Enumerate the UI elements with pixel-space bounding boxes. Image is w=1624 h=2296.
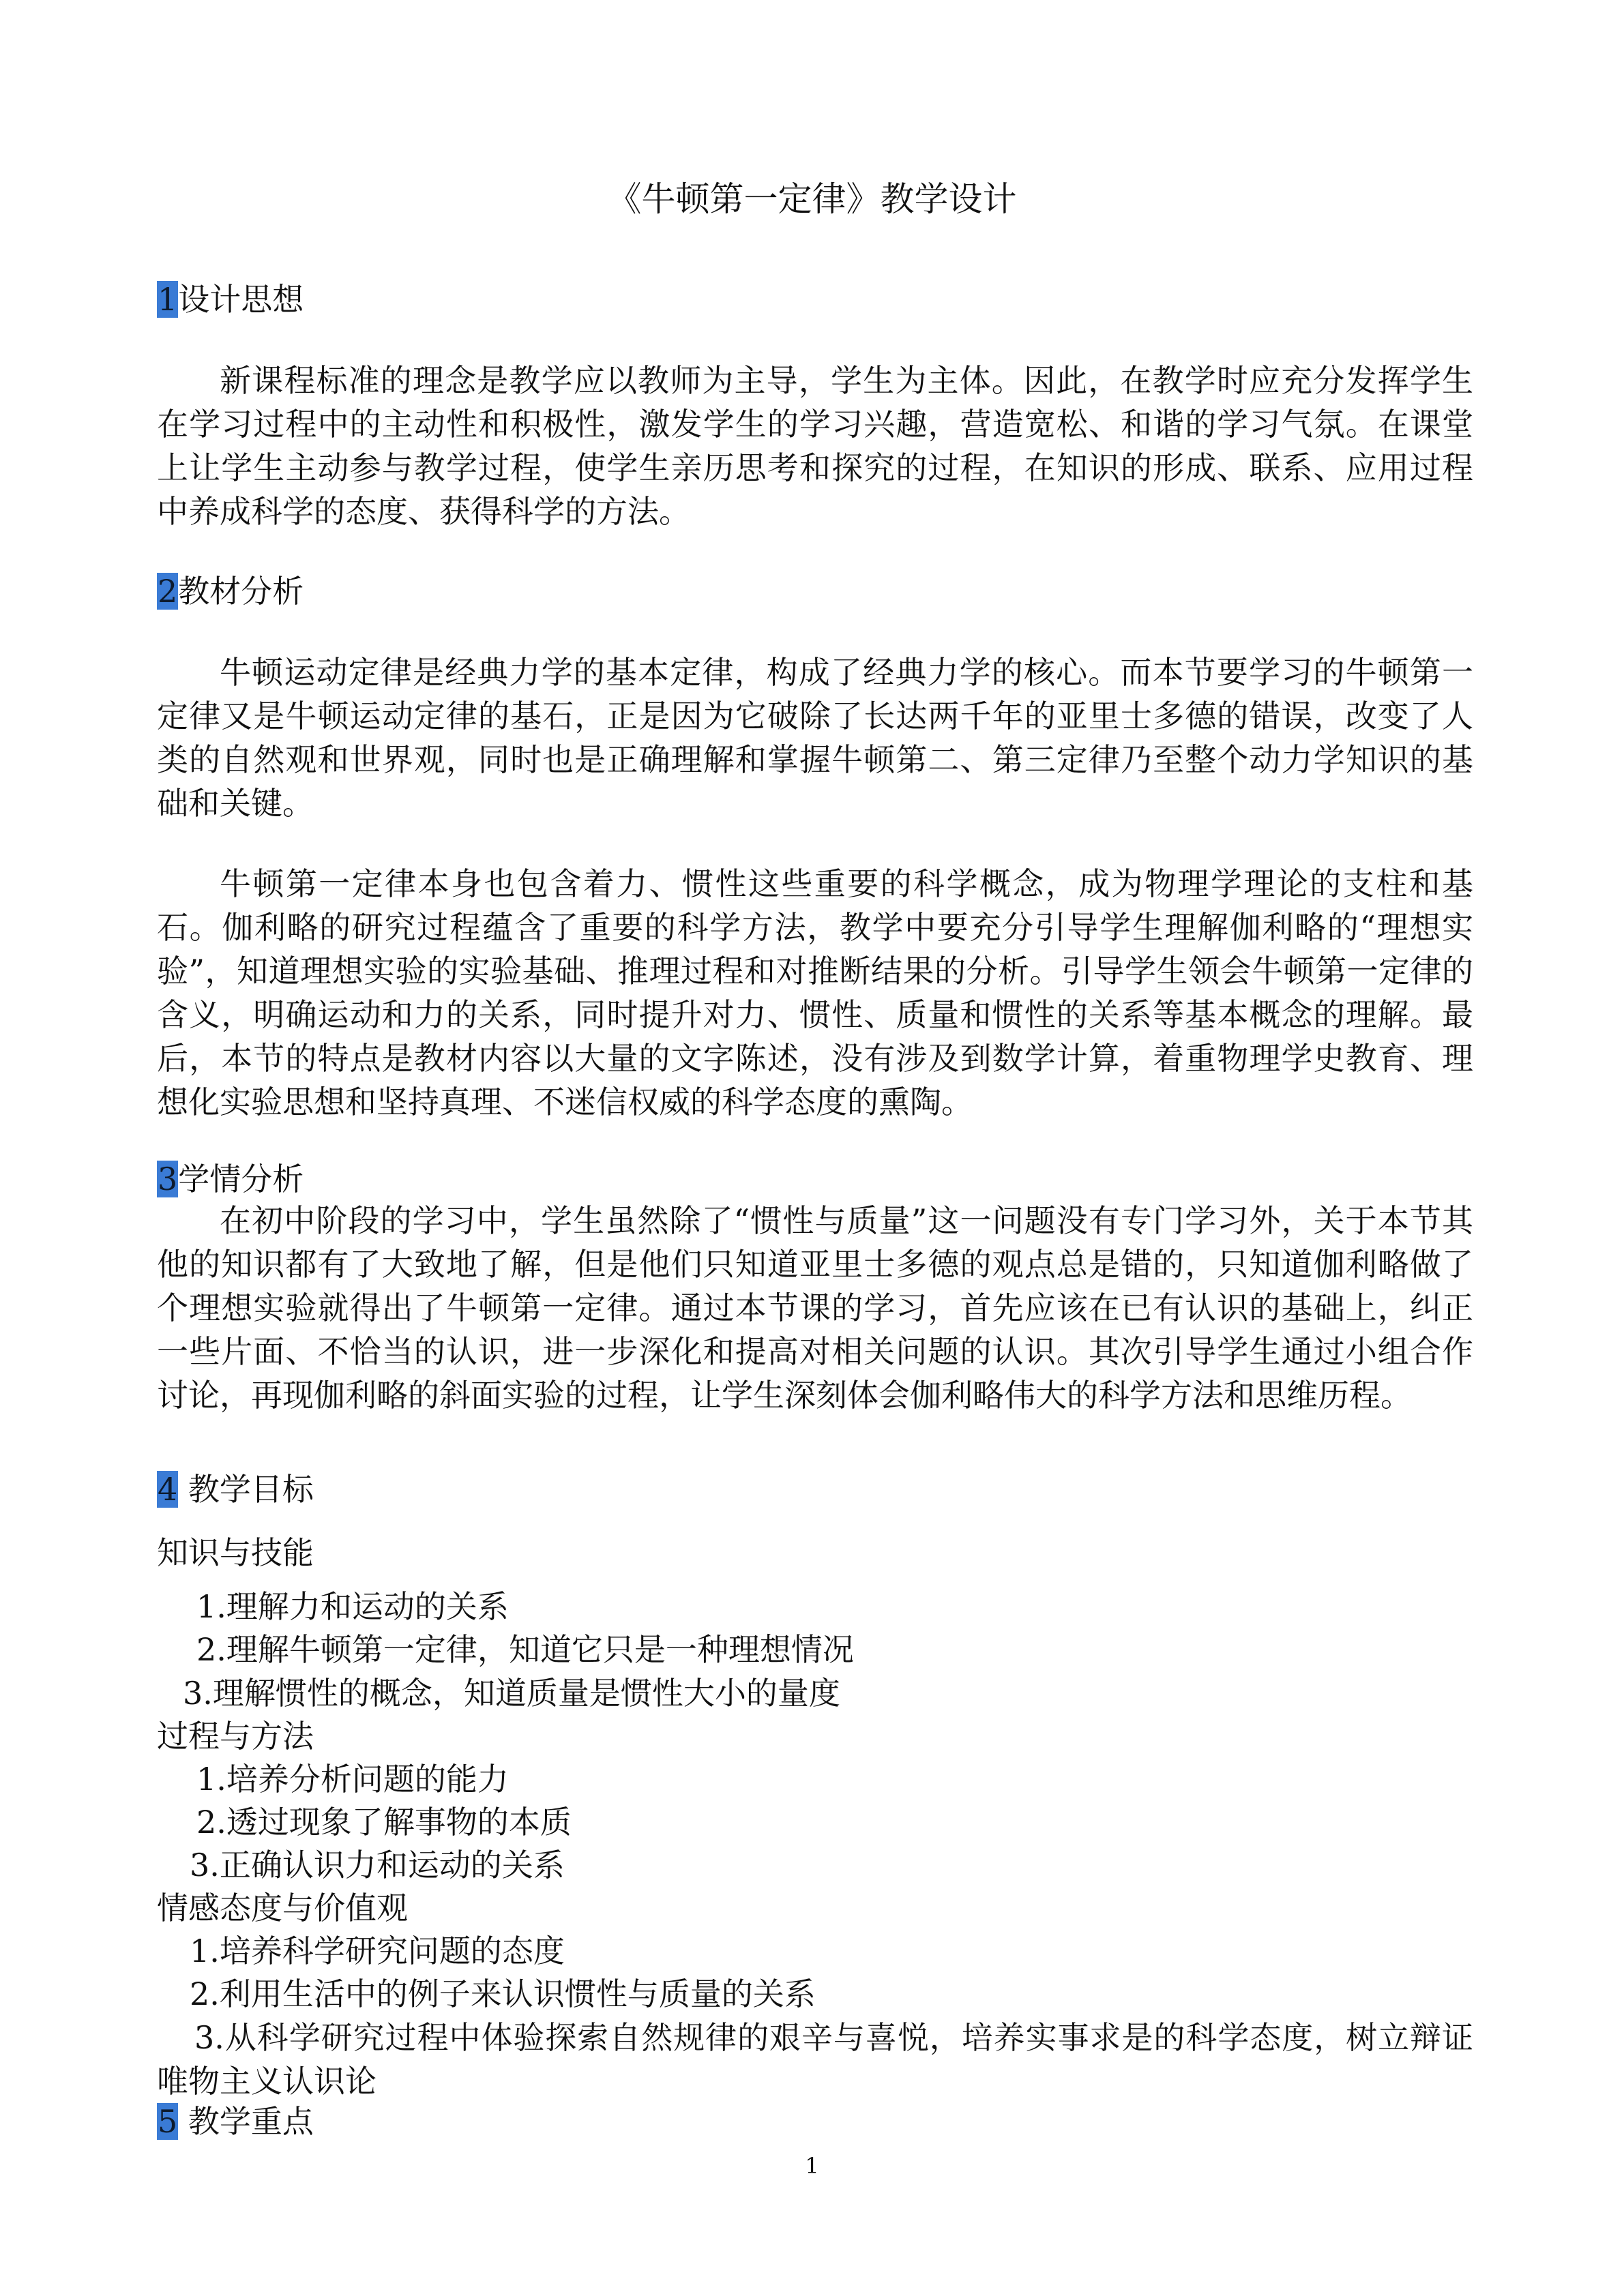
- paragraph: 新课程标准的理念是教学应以教师为主导，学生为主体。因此，在教学时应充分发挥学生在学习过程中的主动性和积极性，激发学生的学习兴趣，营造宽松、和谐的学习气氛。在课堂上让学生主动参与教学过程，使学生亲历思考和探究的过程，在知识的形成、联系、应用过程中养成科学的态度、获得科学的方法。: [157, 362, 1473, 530]
- section-heading-1: [157, 278, 304, 320]
- paragraph: 牛顿第一定律本身也包含着力、惯性这些重要的科学概念，成为物理学理论的支柱和基石。伽利略的研究过程蕴含了重要的科学方法，教学中要充分引导学生理解伽利略的“理想实验”，知道理想实验的实验基础、推理过程和对推断结果的分析。引导学生领会牛顿第一定律的含义，明确运动和力的关系，同时提升对力、惯性、质量和惯性的关系等基本概念的理解。最后，本节的特点是教材内容以大量的文字陈述，没有涉及到数学计算，着重物理学史教育、理想化实验思想和坚持真理、不迷信权威的科学态度的熏陶。: [157, 865, 1473, 1120]
- list-item: 1.培养分析问题的能力: [196, 1761, 509, 1798]
- section-title: 设计思想: [178, 281, 304, 318]
- section-number: 4: [158, 1471, 178, 1508]
- list-item: 1.理解力和运动的关系: [196, 1588, 509, 1625]
- objective-group-label: 过程与方法: [157, 1718, 314, 1755]
- page-number: 1: [805, 2153, 819, 2179]
- section-number: 3: [158, 1161, 178, 1197]
- list-item: 3.从科学研究过程中体验探索自然规律的艰辛与喜悦，培养实事求是的科学态度，树立辩证唯物主义认识论: [157, 2019, 1473, 2100]
- list-item: 1.培养科学研究问题的态度: [190, 1933, 565, 1969]
- paragraph: 牛顿运动定律是经典力学的基本定律，构成了经典力学的核心。而本节要学习的牛顿第一定律又是牛顿运动定律的基石，正是因为它破除了长达两千年的亚里士多德的错误，改变了人类的自然观和世界观，同时也是正确理解和掌握牛顿第二、第三定律乃至整个动力学知识的基础和关键。: [157, 654, 1473, 822]
- objective-group-label: 知识与技能: [157, 1534, 314, 1571]
- paragraph: 在初中阶段的学习中，学生虽然除了“惯性与质量”这一问题没有专门学习外，关于本节其他的知识都有了大致地了解，但是他们只知道亚里士多德的观点总是错的，只知道伽利略做了个理想实验就得出了牛顿第一定律。通过本节课的学习，首先应该在已有认识的基础上，纠正一些片面、不恰当的认识，进一步深化和提高对相关问题的认识。其次引导学生通过小组合作讨论，再现伽利略的斜面实验的过程，让学生深刻体会伽利略伟大的科学方法和思维历程。: [157, 1202, 1473, 1414]
- list-item: 2.利用生活中的例子来认识惯性与质量的关系: [190, 1976, 816, 2012]
- section-title: 教学目标: [178, 1471, 314, 1508]
- list-item: 2.理解牛顿第一定律，知道它只是一种理想情况: [196, 1631, 854, 1668]
- section-heading-2: [157, 570, 304, 612]
- section-number: 2: [158, 573, 178, 610]
- objective-group-label: 情感态度与价值观: [157, 1890, 408, 1926]
- section-title: 教学重点: [178, 2103, 314, 2140]
- section-heading-4: [157, 1468, 314, 1510]
- section-heading-3: [157, 1158, 304, 1200]
- list-item: 2.透过现象了解事物的本质: [196, 1804, 572, 1840]
- section-number: 5: [158, 2103, 178, 2140]
- section-title: 教材分析: [178, 573, 304, 610]
- document-title: 《牛顿第一定律》教学设计: [607, 179, 1017, 219]
- section-title: 学情分析: [178, 1161, 304, 1197]
- section-number: 1: [158, 281, 178, 318]
- section-heading-5: [157, 2100, 314, 2143]
- list-item: 3.正确认识力和运动的关系: [190, 1847, 565, 1883]
- list-item: 3.理解惯性的概念，知道质量是惯性大小的量度: [183, 1675, 840, 1712]
